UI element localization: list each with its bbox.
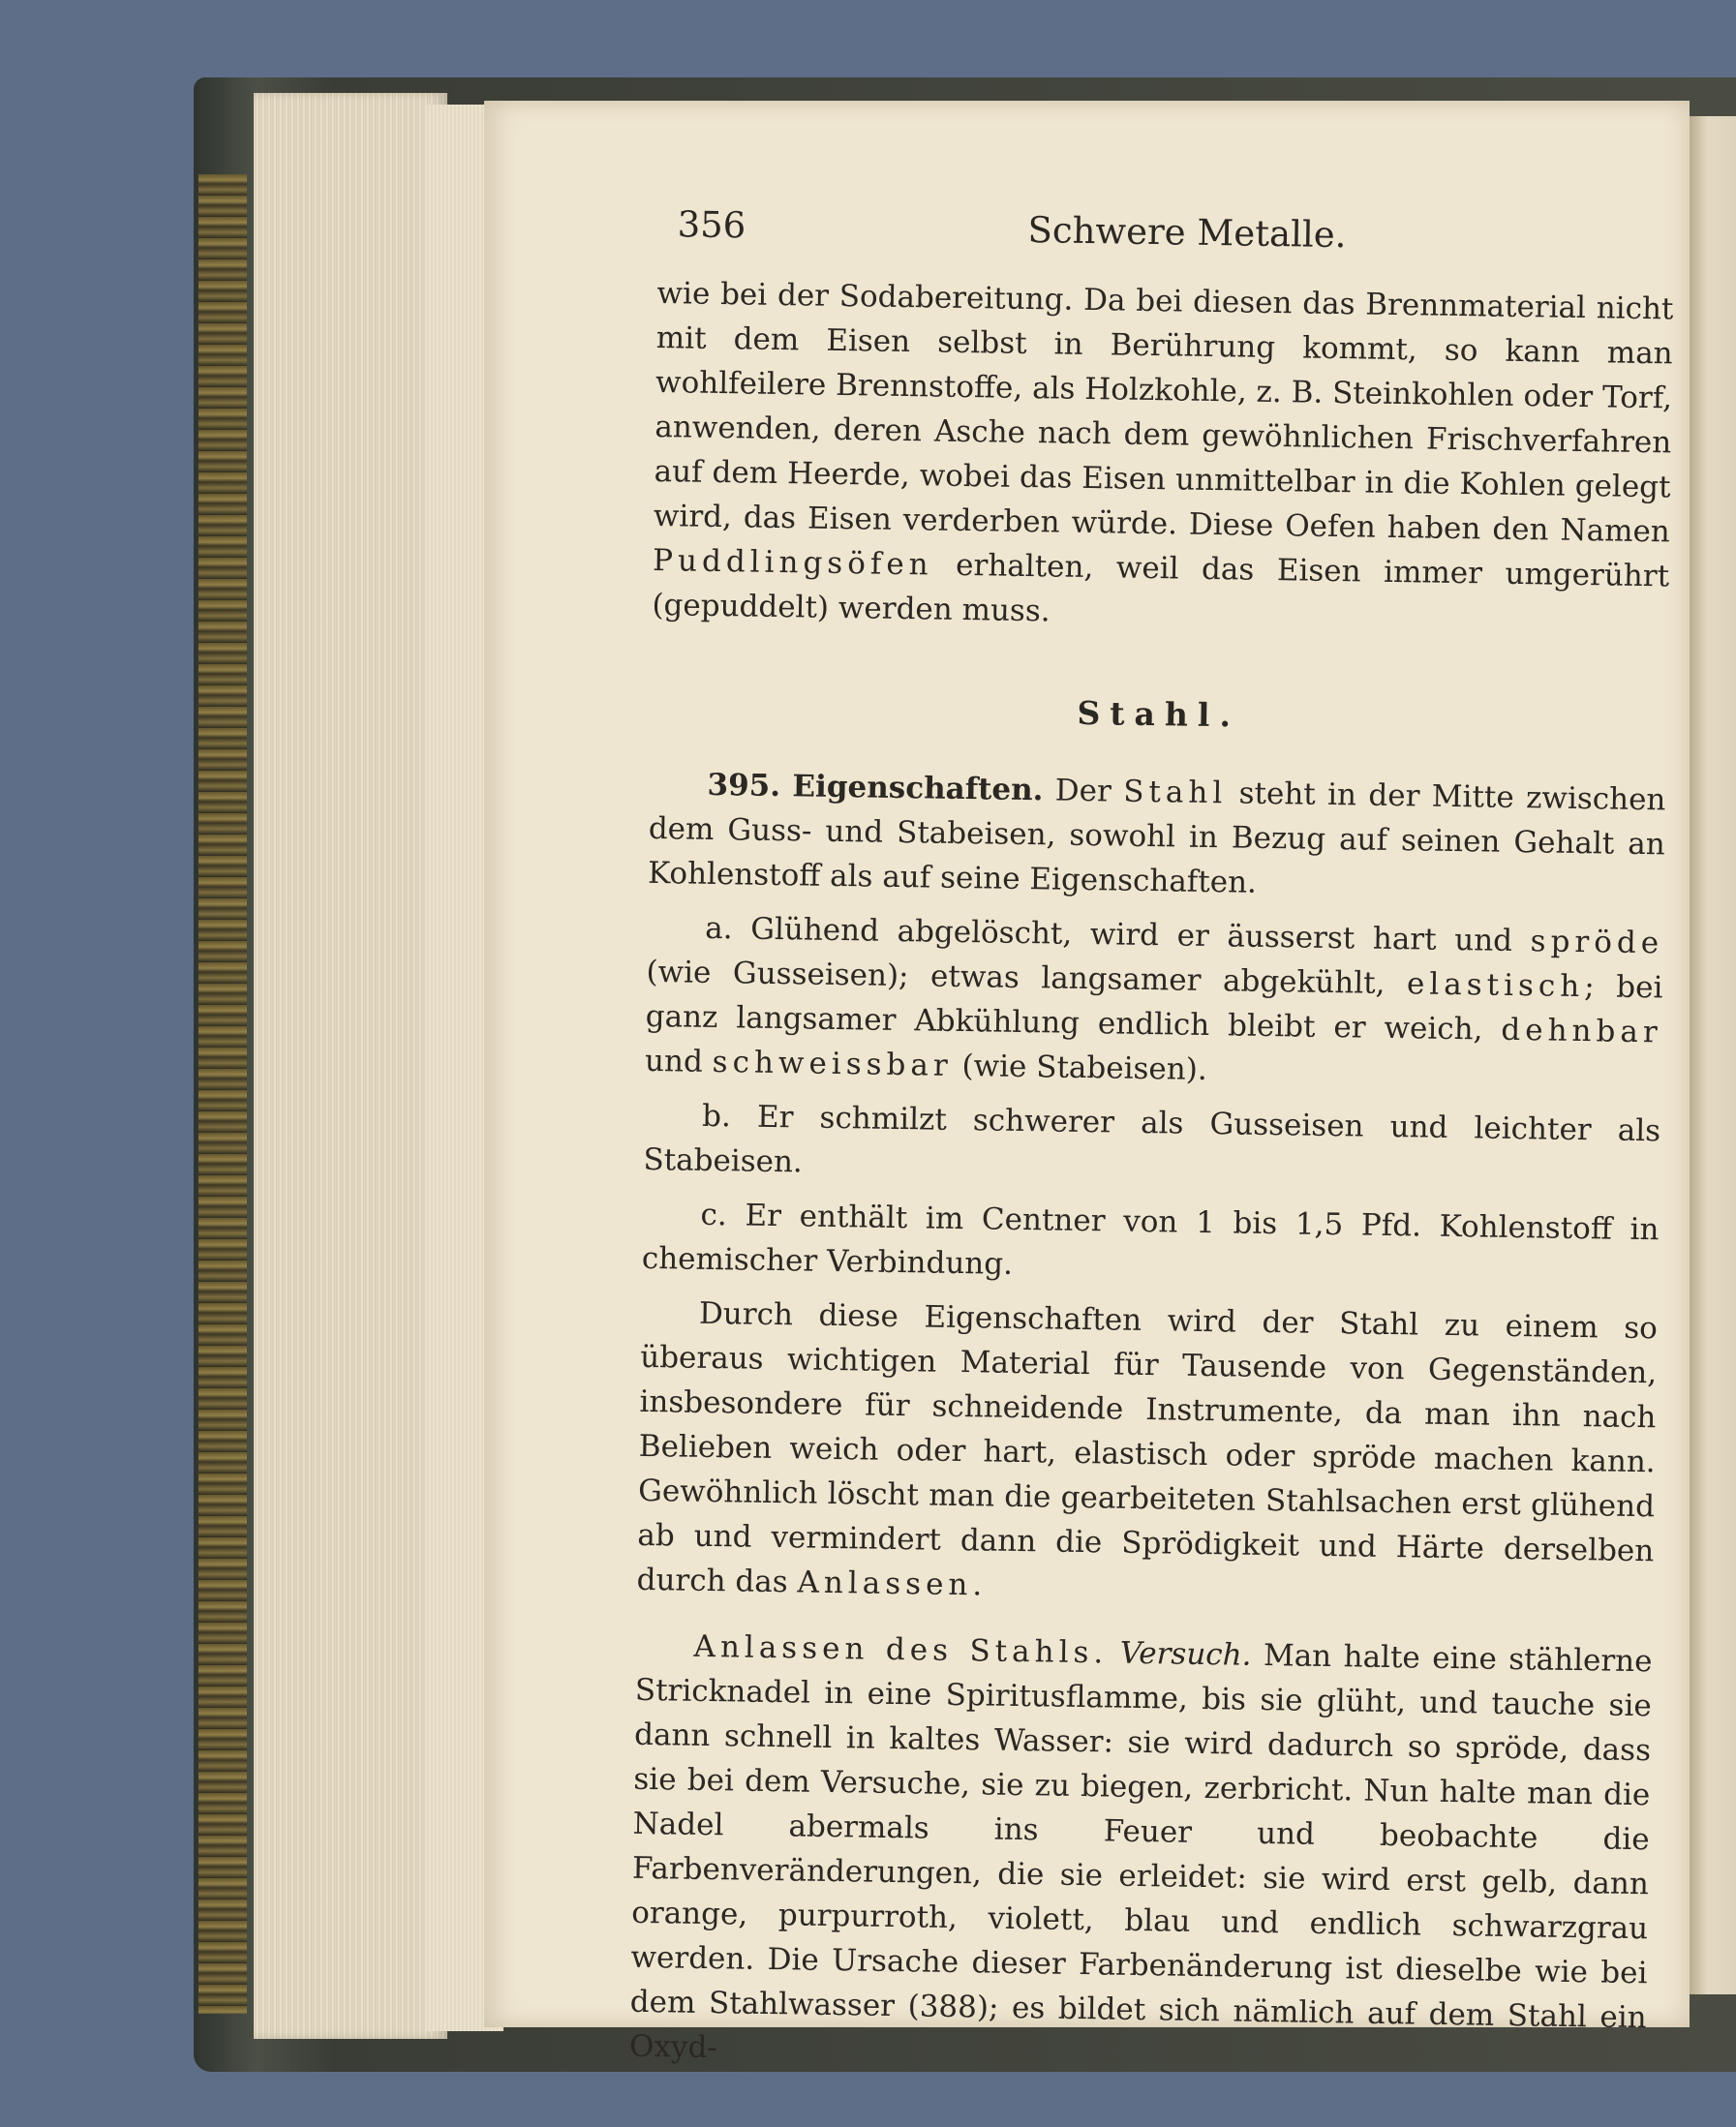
paragraph-heading: Anlassen des Stahls. — [693, 1628, 1109, 1671]
paragraph-puddling — [652, 271, 1674, 643]
emphasis-term: elastisch — [1406, 966, 1585, 1005]
section-number: 395. — [707, 767, 781, 805]
text-run: (wie Gusseisen); etwas langsamer abgekühlt, — [646, 954, 1408, 1002]
text-run — [1108, 1635, 1120, 1670]
text-run: wie bei der Sodabereitung. Da bei diesen das Brennmaterial nicht mit dem Eisen selbst in Berührung kommt, so kann man wohlfeilere Brennstoffe, als Holzkohle, z. B. Steinkohlen oder Torf, anwenden, deren Asche nach dem gewöhnlichen Frischverfahren auf dem Heerde, wobei das Eisen unmittelbar in die Kohlen gelegt wird, das Eisen verderben würde. Diese Oefen haben den Namen — [653, 275, 1674, 550]
paragraph-uses — [636, 1291, 1658, 1618]
emphasis-term: Stahl — [1122, 774, 1228, 811]
text-run: steht in der Mitte zwischen dem Guss- und Stabeisen, sowohl in Bezug auf seinen Gehalt an Kohlenstoff als auf seine Eigenschaften. — [647, 775, 1666, 900]
text-run: Man halte eine stählerne — [1251, 1637, 1653, 1680]
text-run: (wie Stabeisen). — [952, 1048, 1207, 1088]
emphasis-term: dehnbar — [1501, 1012, 1662, 1050]
book-spine — [198, 174, 247, 2014]
section-title: Stahl. — [1077, 693, 1241, 735]
facing-page-edge — [1690, 116, 1736, 1994]
emphasis-term: Puddlingsöfen — [652, 542, 933, 583]
page-number: 356 — [677, 203, 746, 247]
text-run: erhalten, weil das Eisen immer umgerührt (gepuddelt) werden muss. — [652, 547, 1670, 629]
emphasis-term: spröde — [1530, 924, 1664, 961]
emphasis-term: Anlassen — [797, 1565, 973, 1603]
text-run: und — [644, 1043, 713, 1079]
text-run: Der — [1043, 773, 1124, 809]
running-title: Schwere Metalle. — [1027, 209, 1347, 257]
text-run: Stricknadel in eine Spiritusflamme, bis sie glüht, und tauche sie dann schnell in kaltes Wasser: sie wird dadurch so spröde, dass sie bei dem Versuche, sie zu biegen, zerbricht. Nun halte man die Nadel abermals ins Feuer und beobachte die Farbenveränderungen, die sie erleidet: sie wird erst gelb, dann orange, purpurroth, violett, blau und endlich schwarzgrau werden. Die Ursache dieser Farbenänderung ist dieselbe wie bei dem Stahlwasser (388); es bildet sich nämlich auf dem Stahl ein Oxyd- — [628, 1672, 1653, 2066]
page-content — [629, 203, 1675, 2084]
text-run: Durch diese Eigenschaften wird der Stahl zu einem so überaus wichtigen Material für Tausende von Gegenständen, insbesondere für schneidende Instrumente, da man ihn nach Belieben weich oder hart, elastisch oder spröde machen kann. Gewöhnlich löscht man die gearbeiteten Stahlsachen erst glühend ab und vermindert dann die Sprödigkeit und Härte derselben durch das — [636, 1295, 1659, 1600]
experiment-label: Versuch. — [1119, 1635, 1252, 1673]
paragraph-item-b: b. Er schmilzt schwerer als Gusseisen und leichter als Stabeisen. — [643, 1098, 1661, 1180]
paragraph-properties — [648, 762, 1666, 911]
text-run: a. Glühend abgelöscht, wird er äusserst hart und — [704, 910, 1531, 959]
emphasis-term: schweissbar — [712, 1044, 953, 1083]
paragraph-item-a — [645, 905, 1664, 1099]
page-block-edges — [254, 93, 447, 2039]
paragraph-item-c: c. Er enthält im Centner von 1 bis 1,5 Pfd. Kohlenstoff in chemischer Verbindung. — [641, 1197, 1660, 1282]
text-run: ; bei ganz langsamer Abkühlung endlich bleibt er weich, — [645, 969, 1663, 1048]
text-run: . — [972, 1567, 983, 1603]
paragraph-tempering — [629, 1624, 1653, 2084]
paragraph-heading: Eigenschaften. — [792, 769, 1044, 808]
